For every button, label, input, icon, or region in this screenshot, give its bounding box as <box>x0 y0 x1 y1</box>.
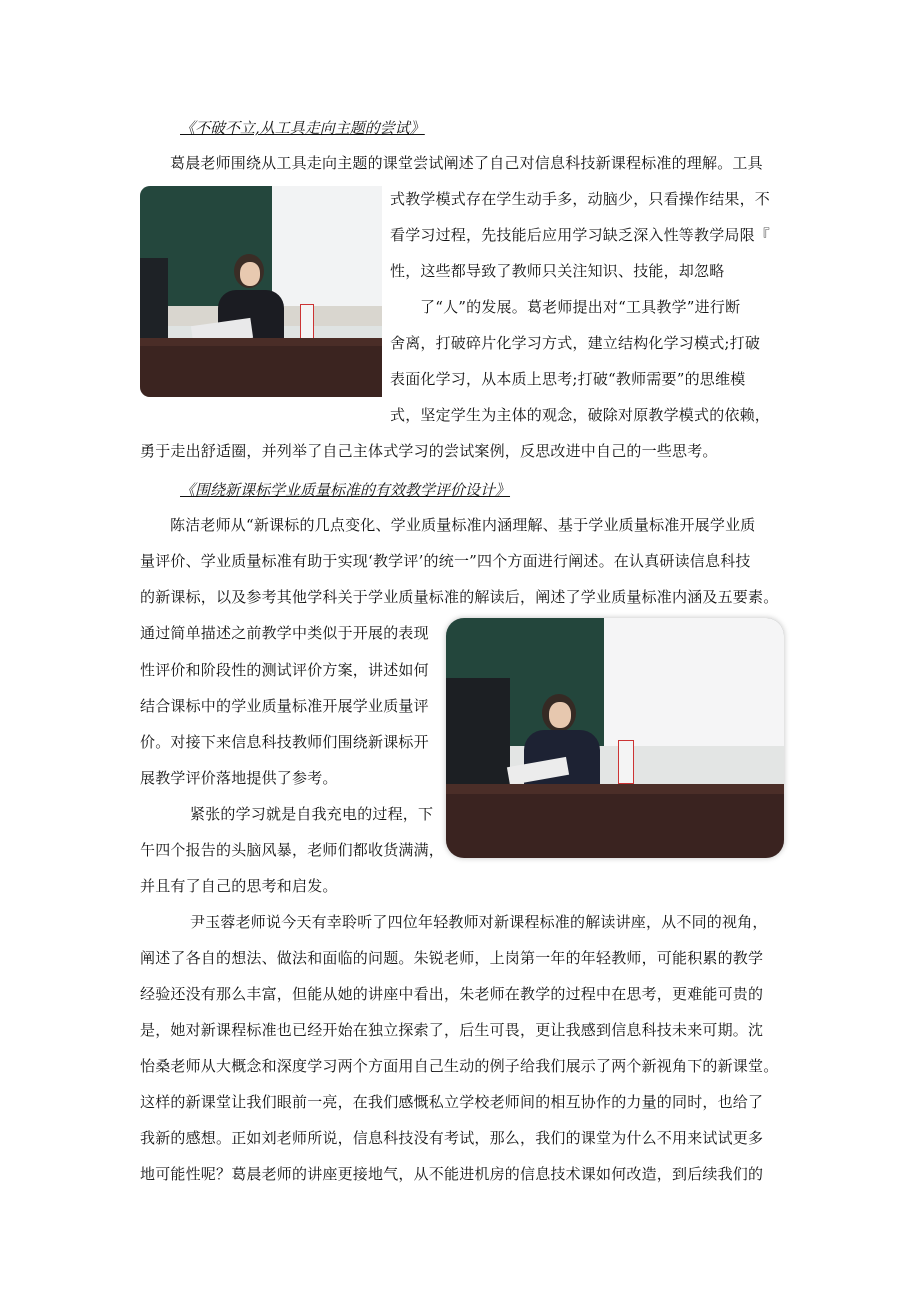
section3-line: 经验还没有那么丰富，但能从她的讲座中看出，朱老师在教学的过程中在思考，更难能可贵的 <box>140 985 764 1003</box>
section2-heading: 《围绕新课标学业质量标准的有效教学评价设计》 <box>180 481 511 499</box>
section2-line: 价。对接下来信息科技教师们围绕新课标开 <box>140 733 429 751</box>
section1-line: 性，这些都导致了教师只关注知识、技能，却忽略 <box>390 262 725 280</box>
section1-line: 式，坚定学生为主体的观念，破除对原教学模式的依赖， <box>390 406 771 424</box>
speaker-photo-1 <box>140 186 382 397</box>
section1-line: 看学习过程，先技能后应用学习缺乏深入性等教学局限『 <box>390 226 771 244</box>
section1-line: 勇于走出舒适圈，并列举了自己主体式学习的尝试案例，反思改进中自己的一些思考。 <box>140 442 718 460</box>
section2-line: 展教学评价落地提供了参考。 <box>140 769 338 787</box>
section3-line: 这样的新课堂让我们眼前一亮，在我们感慨私立学校老师间的相互协作的力量的同时，也给了 <box>140 1093 764 1111</box>
section1-line: 了“人”的发展。葛老师提出对“工具教学”进行断 <box>420 298 741 316</box>
section3-line: 尹玉蓉老师说今天有幸聆听了四位年轻教师对新课程标准的解读讲座，从不同的视角， <box>190 913 768 931</box>
section2-line: 通过简单描述之前教学中类似于开展的表现 <box>140 624 429 642</box>
section2-line: 并且有了自己的思考和启发。 <box>140 877 338 895</box>
section2-line: 性评价和阶段性的测试评价方案，讲述如何 <box>140 661 429 679</box>
section1-line: 葛晨老师围绕从工具走向主题的课堂尝试阐述了自己对信息科技新课程标准的理解。工具 <box>170 154 763 172</box>
speaker-photo-2 <box>446 618 784 858</box>
section3-line: 是，她对新课程标准也已经开始在独立探索了，后生可畏，更让我感到信息科技未来可期。沈 <box>140 1021 764 1039</box>
section1-line: 表面化学习，从本质上思考;打破“教师需要”的思维模 <box>390 370 746 388</box>
section1-heading: 《不破不立,从工具走向主题的尝试》 <box>180 119 425 137</box>
section3-line: 怡桑老师从大概念和深度学习两个方面用自己生动的例子给我们展示了两个新视角下的新课堂。 <box>140 1057 779 1075</box>
section2-line: 的新课标，以及参考其他学科关于学业质量标准的解读后，阐述了学业质量标准内涵及五要素。 <box>140 588 779 606</box>
section2-line: 陈洁老师从“新课标的几点变化、学业质量标准内涵理解、基于学业质量标准开展学业质 <box>170 516 756 534</box>
section1-line: 式教学模式存在学生动手多，动脑少，只看操作结果，不 <box>390 190 771 208</box>
section2-line: 午四个报告的头脑风暴，老师们都收货满满， <box>140 841 445 859</box>
section3-line: 我新的感想。正如刘老师所说，信息科技没有考试，那么，我们的课堂为什么不用来试试更多 <box>140 1129 764 1147</box>
section1-line: 舍离，打破碎片化学习方式，建立结构化学习模式;打破 <box>390 334 761 352</box>
section2-line: 紧张的学习就是自我充电的过程，下 <box>190 805 434 823</box>
section2-line: 量评价、学业质量标准有助于实现‘教学评’的统一”四个方面进行阐述。在认真研读信息科技 <box>140 552 751 570</box>
section2-line: 结合课标中的学业质量标准开展学业质量评 <box>140 697 429 715</box>
section3-line: 阐述了各自的想法、做法和面临的问题。朱锐老师，上岗第一年的年轻教师，可能积累的教学 <box>140 949 764 967</box>
section3-line: 地可能性呢？葛晨老师的讲座更接地气，从不能进机房的信息技术课如何改造，到后续我们的 <box>140 1165 764 1183</box>
